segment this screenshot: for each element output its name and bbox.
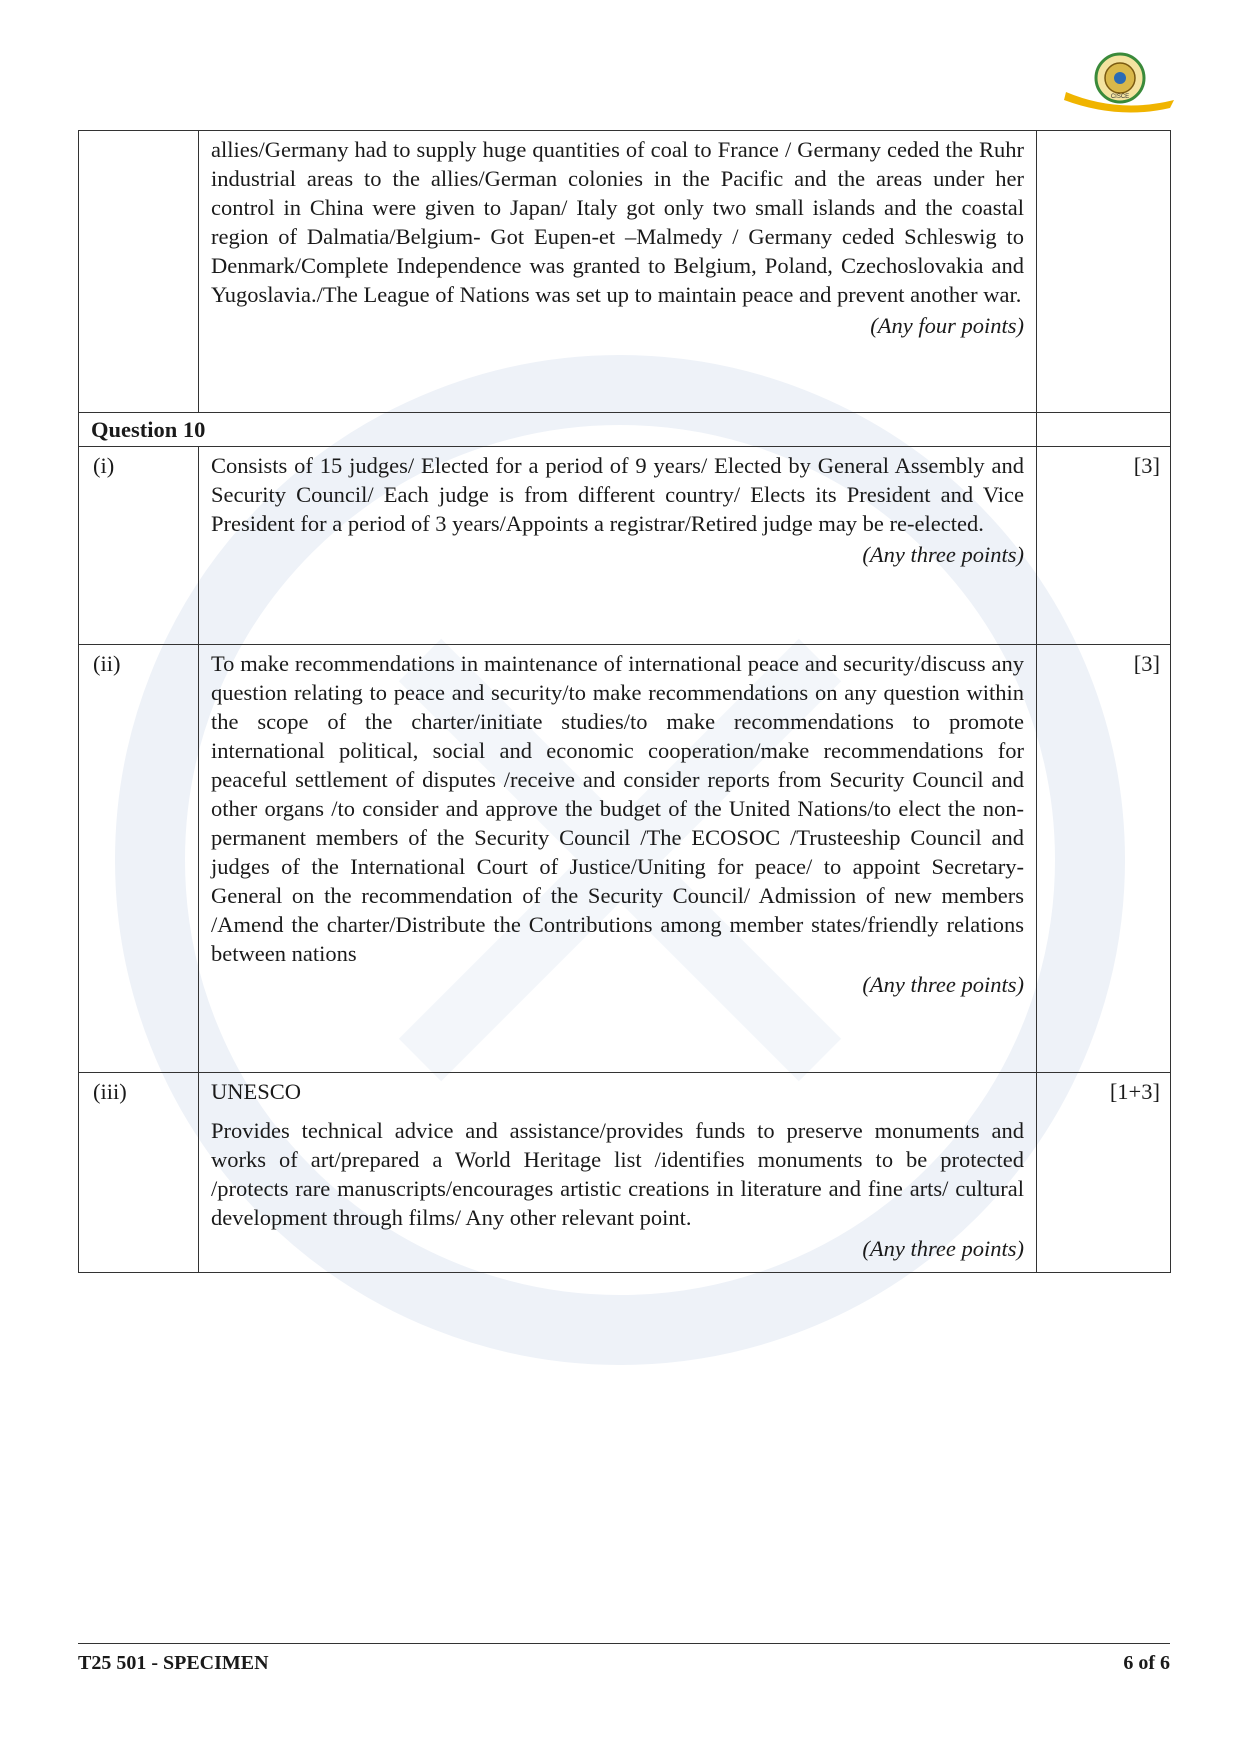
part-label: (iii) [79,1073,199,1273]
marks-value: [3] [1037,645,1171,1073]
marking-scheme-table [78,130,1171,1273]
marks-value: [3] [1037,447,1171,645]
table-row [79,645,1171,1073]
answer-text: allies/Germany had to supply huge quantities of coal to France / Germany ceded the Ruhr industrial areas to the allies/German colonies in the Pacific and the areas under her control in China were given to Japan/ Italy got only two small islands and the coastal region of Dalmatia/Belgium- Got Eupen-et –Malmedy / Germany ceded Schleswig to Denmark/Complete Independence was granted to Belgium, Poland, Czechoslovakia and Yugoslavia./The League of Nations was set up to maintain peace and prevent another war. [211,137,1024,307]
marks-cell [1037,413,1171,447]
hint-text: (Any three points) [862,1236,1024,1261]
answer-text: Provides technical advice and assistance/provides funds to preserve monuments and works of art/prepared a World Heritage list /identifies monuments to be protected /protects rare manuscripts/encourages artistic creations in literature and fine arts/ cultural development through films/ Any other relevant point. [211,1118,1024,1230]
answer-cell [199,1073,1037,1273]
answer-text: To make recommendations in maintenance of international peace and security/discuss any question relating to peace and security/to make recommendations on any question within the scope of the charter/initiate studies/to make recommendations to promote international political, social and economic cooperation/make recommendations for peaceful settlement of disputes /receive and consider reports from Security Council and other organs /to consider and approve the budget of the United Nations/to elect the non-permanent members of the Security Council /The ECOSOC /Trusteeship Council and judges of the International Court of Justice/Uniting for peace/ to appoint Secretary-General on the recommendation of the Security Council/ Admission of new members /Amend the charter/Distribute the Contributions among member states/friendly relations between nations [211,651,1024,966]
footer-divider [78,1643,1170,1644]
page-number: 6 of 6 [1123,1652,1170,1674]
part-label: (ii) [79,645,199,1073]
answer-text: Consists of 15 judges/ Elected for a period of 9 years/ Elected by General Assembly and Security Council/ Each judge is from different country/ Elects its President and Vice President for a period of 3 years/Appoints a registrar/Retired judge may be re-elected. [211,453,1024,536]
hint-text: (Any three points) [862,972,1024,997]
label-cell [79,131,199,413]
part-label: (i) [79,447,199,645]
hint-text: (Any three points) [862,542,1024,567]
answer-title: UNESCO [211,1079,302,1104]
cisce-emblem-icon [1058,48,1178,118]
table-row [79,131,1171,413]
table-row [79,447,1171,645]
answer-cell [199,645,1037,1073]
paper-code: T25 501 - SPECIMEN [78,1652,269,1674]
marks-cell [1037,131,1171,413]
svg-text:CISCE: CISCE [1110,94,1130,100]
question-header-row [79,413,1171,447]
table-row [79,1073,1171,1273]
question-title: Question 10 [79,413,1037,447]
answer-cell [199,447,1037,645]
answer-cell [199,131,1037,413]
marks-value: [1+3] [1037,1073,1171,1273]
hint-text: (Any four points) [870,313,1024,338]
